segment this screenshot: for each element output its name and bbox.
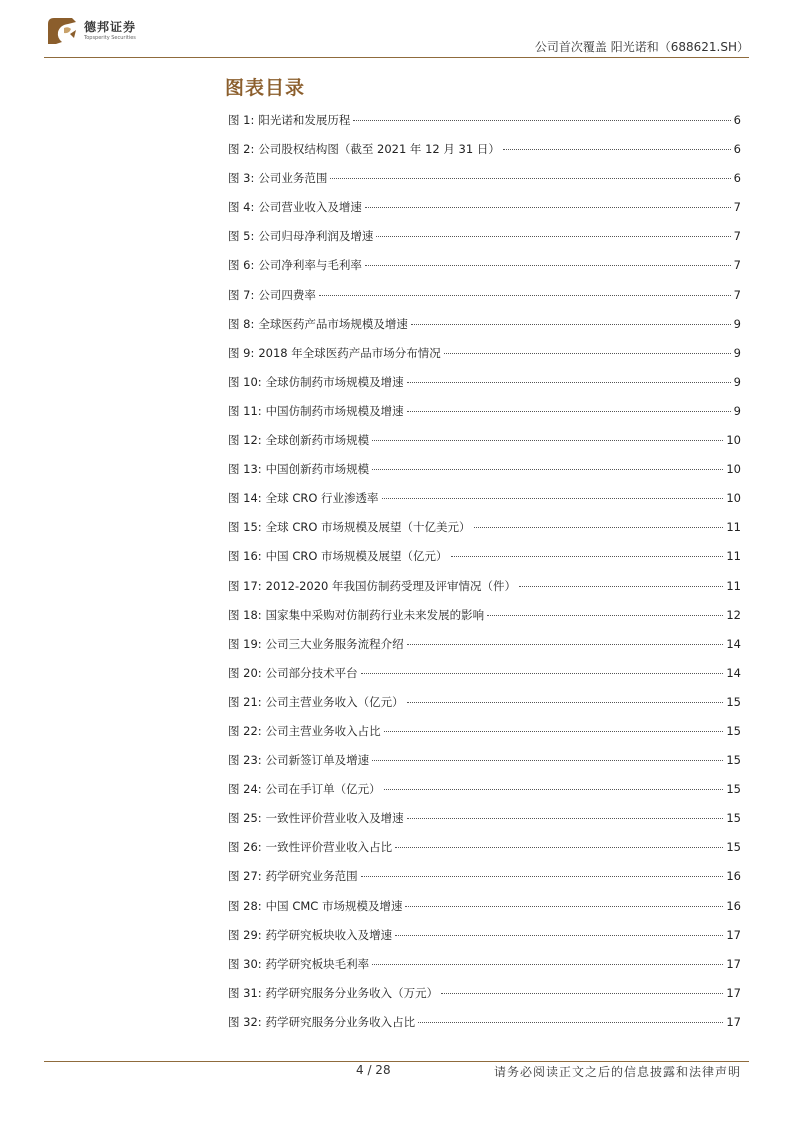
- toc-entry-page: 6: [733, 171, 741, 186]
- toc-entry-title: 公司归母净利润及增速: [258, 229, 374, 244]
- toc-entry-number: 图 27:: [228, 869, 262, 884]
- toc-entry-number: 图 12:: [228, 433, 262, 448]
- report-header-line: 公司首次覆盖 阳光诺和（688621.SH）: [534, 40, 749, 54]
- toc-entry-page: 9: [733, 403, 741, 418]
- toc-entry-title: 一致性评价营业收入及增速: [265, 811, 404, 826]
- toc-entry-label: [228, 810, 404, 826]
- toc-entry-number: 图 4:: [228, 200, 255, 215]
- toc-entry-page: 14: [726, 636, 741, 651]
- toc-entry-number: 图 1:: [228, 113, 255, 127]
- toc-entry-title: 2012-2020 年我国仿制药受理及评审情况（件）: [265, 578, 517, 593]
- toc-entry-title: 中国 CMC 市场规模及增速: [265, 898, 403, 913]
- toc-entry[interactable]: [228, 810, 741, 839]
- toc-entry-label: [228, 723, 381, 739]
- toc-entry-number: 图 29:: [228, 927, 262, 942]
- toc-entry[interactable]: [228, 636, 741, 665]
- toc-entry-page: 10: [726, 462, 741, 477]
- toc-entry-label: [228, 985, 438, 1001]
- toc-dot-leader: [487, 615, 723, 616]
- toc-entry[interactable]: [228, 345, 741, 374]
- toc-entry-label: [228, 578, 516, 594]
- toc-entry-number: 图 17:: [228, 578, 262, 593]
- toc-entry-number: 图 16:: [228, 549, 262, 564]
- toc-entry-label: [228, 112, 350, 128]
- toc-entry-label: [228, 839, 392, 855]
- toc-entry-page: 17: [726, 1014, 741, 1029]
- toc-dot-leader: [407, 702, 724, 703]
- toc-dot-leader: [376, 236, 730, 237]
- toc-entry-title: 一致性评价营业收入占比: [265, 840, 393, 855]
- toc-entry-number: 图 10:: [228, 374, 262, 389]
- toc-entry[interactable]: [228, 956, 741, 985]
- toc-dot-leader: [361, 673, 724, 674]
- logo-name-cn: 德邦证券: [84, 20, 137, 34]
- toc-entry-title: 药学研究服务分业务收入占比: [265, 1014, 416, 1029]
- toc-dot-leader: [444, 353, 731, 354]
- toc-entry-label: [228, 141, 500, 157]
- toc-entry-page: 7: [733, 229, 741, 244]
- toc-entry[interactable]: [228, 1014, 741, 1043]
- toc-entry-label: [228, 345, 441, 361]
- toc-entry-label: [228, 868, 358, 884]
- toc-entry-number: 图 32:: [228, 1014, 262, 1029]
- toc-entry-title: 全球仿制药市场规模及增速: [265, 374, 404, 389]
- toc-entry-label: [228, 1014, 415, 1030]
- toc-entry[interactable]: [228, 228, 741, 257]
- toc-entry-page: 10: [726, 433, 741, 448]
- toc-dot-leader: [365, 207, 731, 208]
- toc-dot-leader: [503, 149, 731, 150]
- toc-entry-page: 16: [726, 898, 741, 913]
- toc-entry-label: [228, 636, 404, 652]
- toc-entry-title: 公司营业收入及增速: [258, 200, 362, 215]
- toc-entry-label: [228, 665, 358, 681]
- toc-entry[interactable]: [228, 752, 741, 781]
- toc-dot-leader: [395, 847, 723, 848]
- toc-entry[interactable]: [228, 170, 741, 199]
- toc-entry[interactable]: [228, 781, 741, 810]
- toc-entry-label: [228, 228, 373, 244]
- toc-entry-label: [228, 927, 392, 943]
- toc-entry-label: [228, 257, 362, 273]
- toc-entry-page: 9: [733, 316, 741, 331]
- toc-entry-page: 6: [733, 142, 741, 157]
- toc-entry-page: 11: [726, 549, 741, 564]
- toc-dot-leader: [474, 527, 724, 528]
- toc-entry[interactable]: [228, 432, 741, 461]
- toc-entry-page: 9: [733, 345, 741, 360]
- toc-entry-number: 图 26:: [228, 840, 262, 855]
- toc-entry-title: 药学研究板块收入及增速: [265, 927, 393, 942]
- toc-dot-leader: [372, 760, 723, 761]
- toc-entry-page: 10: [726, 491, 741, 506]
- toc-entry-page: 15: [726, 782, 741, 797]
- toc-entry-page: 15: [726, 840, 741, 855]
- toc-entry-title: 公司三大业务服务流程介绍: [265, 636, 404, 651]
- company-logo: [44, 14, 154, 48]
- toc-dot-leader: [405, 906, 723, 907]
- toc-entry[interactable]: [228, 316, 741, 345]
- toc-dot-leader: [372, 469, 723, 470]
- toc-entry[interactable]: [228, 112, 741, 141]
- toc-entry[interactable]: [228, 898, 741, 927]
- toc-dot-leader: [353, 120, 730, 121]
- toc-entry[interactable]: [228, 461, 741, 490]
- toc-entry-number: 图 6:: [228, 258, 255, 273]
- toc-entry-page: 17: [726, 927, 741, 942]
- toc-entry-title: 公司股权结构图（截至 2021 年 12 月 31 日）: [258, 142, 500, 157]
- toc-entry[interactable]: [228, 519, 741, 548]
- toc-entry-page: 11: [726, 520, 741, 535]
- toc-entry-label: [228, 287, 316, 303]
- toc-entry-number: 图 2:: [228, 142, 255, 157]
- toc-entry-title: 国家集中采购对仿制药行业未来发展的影响: [265, 607, 485, 622]
- toc-entry-label: [228, 490, 379, 506]
- toc-entry-title: 公司在手订单（亿元）: [265, 782, 381, 797]
- toc-entry[interactable]: [228, 723, 741, 752]
- toc-dot-leader: [384, 789, 724, 790]
- toc-entry-number: 图 25:: [228, 811, 262, 826]
- toc-entry-page: 15: [726, 694, 741, 709]
- toc-dot-leader: [411, 324, 731, 325]
- toc-dot-leader: [361, 876, 724, 877]
- toc-entry[interactable]: [228, 548, 741, 577]
- toc-entry-number: 图 30:: [228, 956, 262, 971]
- toc-entry-number: 图 18:: [228, 607, 262, 622]
- footer-disclaimer: 请务必阅读正文之后的信息披露和法律声明: [493, 1065, 741, 1079]
- toc-entry-title: 公司新签订单及增速: [265, 753, 370, 768]
- toc-entry-title: 全球 CRO 行业渗透率: [265, 491, 379, 506]
- toc-dot-leader: [395, 935, 723, 936]
- toc-entry-title: 公司主营业务收入占比: [265, 723, 381, 738]
- toc-entry-label: [228, 519, 471, 535]
- toc-entry[interactable]: [228, 607, 741, 636]
- toc-dot-leader: [519, 586, 723, 587]
- toc-entry-title: 全球 CRO 市场规模及展望（十亿美元）: [265, 520, 471, 535]
- toc-entry-page: 15: [726, 753, 741, 768]
- toc-entry-number: 图 11:: [228, 403, 262, 418]
- toc-dot-leader: [418, 1022, 723, 1023]
- toc-entry[interactable]: [228, 141, 741, 170]
- toc-entry-label: [228, 752, 369, 768]
- toc-entry-label: [228, 461, 369, 477]
- toc-dot-leader: [384, 731, 724, 732]
- toc-dot-leader: [372, 964, 723, 965]
- toc-entry[interactable]: [228, 665, 741, 694]
- toc-entry-number: 图 7:: [228, 287, 255, 302]
- toc-entry[interactable]: [228, 403, 741, 432]
- toc-entry-title: 阳光诺和发展历程: [258, 113, 351, 127]
- toc-entry-label: [228, 781, 381, 797]
- toc-dot-leader: [372, 440, 723, 441]
- toc-entry-title: 2018 年全球医药产品市场分布情况: [258, 345, 441, 360]
- toc-entry-title: 公司净利率与毛利率: [258, 258, 362, 273]
- toc-entry-title: 中国仿制药市场规模及增速: [265, 403, 404, 418]
- toc-entry[interactable]: [228, 490, 741, 519]
- page-indicator: 4 / 28: [356, 1063, 391, 1077]
- toc-entry-number: 图 8:: [228, 316, 255, 331]
- toc-entry-number: 图 13:: [228, 462, 262, 477]
- toc-dot-leader: [407, 644, 724, 645]
- toc-entry-title: 药学研究板块毛利率: [265, 956, 370, 971]
- toc-entry-page: 7: [733, 258, 741, 273]
- toc-entry-title: 全球医药产品市场规模及增速: [258, 316, 408, 331]
- toc-entry-title: 公司四费率: [258, 287, 316, 302]
- toc-entry-label: [228, 548, 448, 564]
- toc-entry-title: 药学研究服务分业务收入（万元）: [265, 985, 439, 1000]
- toc-dot-leader: [407, 818, 724, 819]
- toc-entry-number: 图 5:: [228, 229, 255, 244]
- toc-entry-page: 16: [726, 869, 741, 884]
- toc-entry-page: 9: [733, 374, 741, 389]
- toc-entry[interactable]: [228, 839, 741, 868]
- toc-dot-leader: [330, 178, 730, 179]
- toc-entry-number: 图 9:: [228, 345, 255, 360]
- toc-entry[interactable]: [228, 927, 741, 956]
- toc-dot-leader: [407, 382, 731, 383]
- toc-entry[interactable]: [228, 985, 741, 1014]
- section-title: 图表目录: [225, 77, 306, 99]
- toc-dot-leader: [407, 411, 731, 412]
- toc-entry-page: 7: [733, 287, 741, 302]
- toc-entry-title: 公司业务范围: [258, 171, 328, 186]
- toc-entry-number: 图 31:: [228, 985, 262, 1000]
- toc-entry-label: [228, 374, 404, 390]
- toc-entry-number: 图 23:: [228, 753, 262, 768]
- toc-entry-label: [228, 199, 362, 215]
- toc-entry-title: 全球创新药市场规模: [265, 433, 370, 448]
- toc-entry-page: 12: [726, 607, 741, 622]
- toc-entry-title: 公司部分技术平台: [265, 665, 358, 680]
- toc-entry-page: 6: [733, 113, 741, 127]
- toc-dot-leader: [382, 498, 724, 499]
- toc-entry-label: [228, 170, 327, 186]
- toc-entry-number: 图 24:: [228, 782, 262, 797]
- toc-entry-page: 7: [733, 200, 741, 215]
- toc-dot-leader: [365, 265, 731, 266]
- toc-entry-number: 图 3:: [228, 171, 255, 186]
- toc-entry-title: 药学研究业务范围: [265, 869, 358, 884]
- toc-entry-number: 图 20:: [228, 665, 262, 680]
- toc-entry[interactable]: [228, 257, 741, 286]
- footer-divider: [44, 1061, 749, 1062]
- figure-table-of-contents: [228, 112, 741, 1043]
- toc-entry-title: 中国创新药市场规模: [265, 462, 370, 477]
- toc-entry-page: 11: [726, 578, 741, 593]
- toc-entry[interactable]: [228, 868, 741, 897]
- toc-entry-label: [228, 403, 404, 419]
- logo-mark-icon: [44, 14, 80, 48]
- toc-entry-page: 17: [726, 956, 741, 971]
- toc-entry-label: [228, 694, 404, 710]
- toc-entry-title: 公司主营业务收入（亿元）: [265, 694, 404, 709]
- toc-entry-number: 图 15:: [228, 520, 262, 535]
- toc-entry[interactable]: [228, 199, 741, 228]
- toc-entry-number: 图 28:: [228, 898, 262, 913]
- toc-entry-page: 14: [726, 665, 741, 680]
- toc-entry-page: 17: [726, 985, 741, 1000]
- toc-entry-page: 15: [726, 811, 741, 826]
- toc-entry-page: 15: [726, 723, 741, 738]
- toc-entry[interactable]: [228, 578, 741, 607]
- toc-entry-number: 图 21:: [228, 694, 262, 709]
- toc-entry-number: 图 22:: [228, 723, 262, 738]
- toc-entry-number: 图 19:: [228, 636, 262, 651]
- toc-entry-label: [228, 432, 369, 448]
- toc-entry-title: 中国 CRO 市场规模及展望（亿元）: [265, 549, 448, 564]
- toc-entry-label: [228, 607, 484, 623]
- logo-name-en: Topsperity Securities: [84, 35, 136, 41]
- toc-entry[interactable]: [228, 374, 741, 403]
- toc-dot-leader: [451, 556, 724, 557]
- header-divider: [44, 57, 749, 58]
- toc-entry[interactable]: [228, 694, 741, 723]
- toc-entry-number: 图 14:: [228, 491, 262, 506]
- toc-entry-label: [228, 316, 408, 332]
- toc-dot-leader: [319, 295, 731, 296]
- toc-entry-label: [228, 898, 402, 914]
- toc-entry-label: [228, 956, 369, 972]
- toc-dot-leader: [441, 993, 723, 994]
- toc-entry[interactable]: [228, 287, 741, 316]
